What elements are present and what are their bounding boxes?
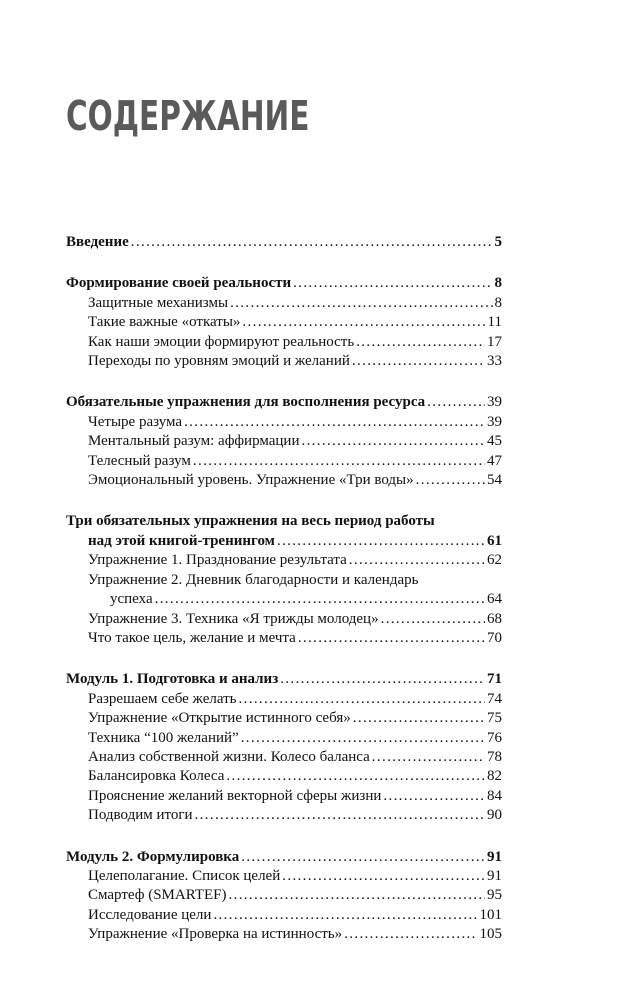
dot-leader (195, 806, 485, 825)
toc-entry-title: Переходы по уровням эмоций и желаний (88, 353, 350, 370)
toc-chapter-entry[interactable] (66, 233, 502, 252)
toc-entry[interactable] (66, 610, 502, 629)
toc-entry-title: Четыре разума (88, 413, 183, 430)
dot-leader (226, 767, 485, 786)
dot-leader (155, 590, 485, 609)
toc-page-number: 101 (479, 906, 502, 923)
page-title: СОДЕРЖАНИЕ (66, 92, 310, 140)
toc-page-number: 75 (487, 710, 502, 727)
toc-chapter-entry[interactable] (66, 848, 502, 867)
toc-entry[interactable] (66, 906, 502, 925)
toc-entry-title: Такие важные «откаты» (88, 314, 241, 331)
toc-chapter-entry[interactable] (66, 512, 502, 531)
toc-entry-title: успеха (110, 591, 153, 608)
toc-entry-title: Упражнение «Открытие истинного себя» (88, 710, 351, 727)
toc-entry[interactable] (66, 413, 502, 432)
toc-section (66, 848, 502, 945)
dot-leader (352, 352, 485, 371)
toc-page-number: 39 (487, 394, 502, 411)
toc-entry-title: Защитные механизмы (88, 294, 229, 311)
toc-entry[interactable] (66, 767, 502, 786)
dot-leader (301, 432, 485, 451)
toc-page-number: 71 (487, 671, 502, 688)
toc-page-number: 8 (494, 294, 502, 311)
toc-entry-title: Балансировка Колеса (88, 768, 225, 785)
toc-entry[interactable] (66, 551, 502, 570)
toc-entry[interactable] (66, 729, 502, 748)
dot-leader (416, 471, 485, 490)
toc-entry[interactable] (66, 352, 502, 371)
toc-page-number: 47 (487, 452, 502, 469)
toc-page-number: 76 (487, 729, 502, 746)
toc-chapter-entry[interactable] (66, 393, 502, 412)
dot-leader (344, 925, 477, 944)
dot-leader (242, 313, 485, 332)
toc-page-number: 95 (487, 887, 502, 904)
dot-leader (239, 690, 485, 709)
toc-entry-title: Эмоциональный уровень. Упражнение «Три воды» (88, 472, 414, 489)
toc-entry-title: Разрешаем себе желать (88, 690, 237, 707)
toc-page-number: 90 (487, 807, 502, 824)
dot-leader (229, 886, 486, 905)
toc-section (66, 233, 502, 252)
toc-entry-title: Смартеф (SMARTEF) (88, 887, 227, 904)
table-of-contents (66, 233, 502, 967)
toc-entry-title: Упражнение 1. Празднование результата (88, 552, 347, 569)
toc-page-number: 17 (487, 333, 502, 350)
dot-leader (193, 452, 485, 471)
toc-entry-title: Обязательные упражнения для восполнения ресурса (66, 394, 426, 411)
dot-leader (383, 787, 485, 806)
toc-page-number: 62 (487, 552, 502, 569)
toc-page-number: 105 (479, 926, 502, 943)
toc-section (66, 274, 502, 371)
toc-page-number: 33 (487, 353, 502, 370)
dot-leader (184, 413, 485, 432)
dot-leader (293, 274, 492, 293)
dot-leader (241, 729, 485, 748)
toc-page-number: 11 (487, 314, 502, 331)
toc-entry-title: Подводим итоги (88, 807, 193, 824)
dot-leader (372, 748, 485, 767)
toc-page-number: 74 (487, 690, 502, 707)
toc-section (66, 512, 502, 648)
toc-page-number: 54 (487, 472, 502, 489)
toc-entry-title: Модуль 2. Формулировка (66, 848, 240, 865)
toc-page-number: 82 (487, 768, 502, 785)
toc-entry-title: Упражнение 3. Техника «Я трижды молодец» (88, 610, 379, 627)
toc-entry-title: Прояснение желаний векторной сферы жизни (88, 787, 382, 804)
dot-leader (427, 393, 485, 412)
toc-page-number: 5 (494, 234, 502, 250)
toc-page-number: 78 (487, 748, 502, 765)
dot-leader (213, 906, 477, 925)
toc-entry[interactable] (66, 787, 502, 806)
dot-leader (381, 610, 485, 629)
toc-entry-title: Техника “100 желаний” (88, 729, 239, 746)
toc-entry[interactable] (66, 629, 502, 648)
toc-entry[interactable] (66, 571, 502, 590)
toc-entry-title: Формирование своей реальности (66, 275, 292, 292)
toc-page-number: 84 (487, 787, 502, 804)
dot-leader (298, 629, 485, 648)
toc-entry-title: Исследование цели (88, 906, 212, 923)
toc-entry[interactable] (66, 886, 502, 905)
toc-chapter-entry[interactable] (66, 670, 502, 689)
toc-page-number: 64 (487, 591, 502, 608)
toc-entry[interactable] (66, 294, 502, 313)
dot-leader (282, 867, 485, 886)
toc-entry[interactable] (66, 333, 502, 352)
toc-entry-title: Упражнение «Проверка на истинность» (88, 926, 343, 943)
toc-entry[interactable] (66, 471, 502, 490)
toc-entry[interactable] (66, 313, 502, 332)
toc-page-number: 70 (487, 629, 502, 646)
toc-page-number: 91 (487, 848, 502, 865)
toc-entry-title: Анализ собственной жизни. Колесо баланса (88, 748, 370, 765)
toc-entry[interactable] (66, 690, 502, 709)
toc-section (66, 393, 502, 490)
toc-entry-title: Что такое цель, желание и мечта (88, 629, 296, 646)
toc-entry[interactable] (66, 709, 502, 728)
toc-page-number: 8 (494, 275, 502, 292)
toc-entry-title: Модуль 1. Подготовка и анализ (66, 671, 279, 688)
dot-leader (356, 333, 485, 352)
toc-entry-title: Телесный разум (88, 452, 191, 469)
toc-entry-title: Введение (66, 234, 129, 250)
toc-entry[interactable] (66, 806, 502, 825)
toc-entry[interactable] (66, 748, 502, 767)
toc-chapter-entry[interactable] (66, 532, 502, 551)
toc-entry-title: Как наши эмоции формируют реальность (88, 333, 355, 350)
toc-entry-title: Ментальный разум: аффирмации (88, 433, 300, 450)
toc-page-number: 45 (487, 433, 502, 450)
toc-entry[interactable] (66, 432, 502, 451)
toc-page-number: 68 (487, 610, 502, 627)
toc-chapter-entry[interactable] (66, 274, 502, 293)
dot-leader (241, 848, 485, 867)
toc-page-number: 39 (487, 413, 502, 430)
toc-entry[interactable] (66, 925, 502, 944)
toc-entry-title: Три обязательных упражнения на весь период работы (66, 513, 435, 530)
toc-entry[interactable] (66, 452, 502, 471)
toc-entry[interactable] (66, 590, 502, 609)
toc-section (66, 670, 502, 825)
dot-leader (230, 294, 492, 313)
toc-entry-title: Целеполагание. Список целей (88, 867, 281, 884)
dot-leader (349, 551, 485, 570)
toc-page-number: 61 (487, 532, 502, 549)
toc-entry-title: над этой книгой-тренингом (88, 532, 275, 549)
dot-leader (280, 670, 485, 689)
toc-page-number: 91 (487, 867, 502, 884)
dot-leader (353, 709, 485, 728)
dot-leader (131, 233, 493, 252)
toc-entry-title: Упражнение 2. Дневник благодарности и календарь (88, 571, 419, 588)
dot-leader (277, 532, 485, 551)
toc-entry[interactable] (66, 867, 502, 886)
